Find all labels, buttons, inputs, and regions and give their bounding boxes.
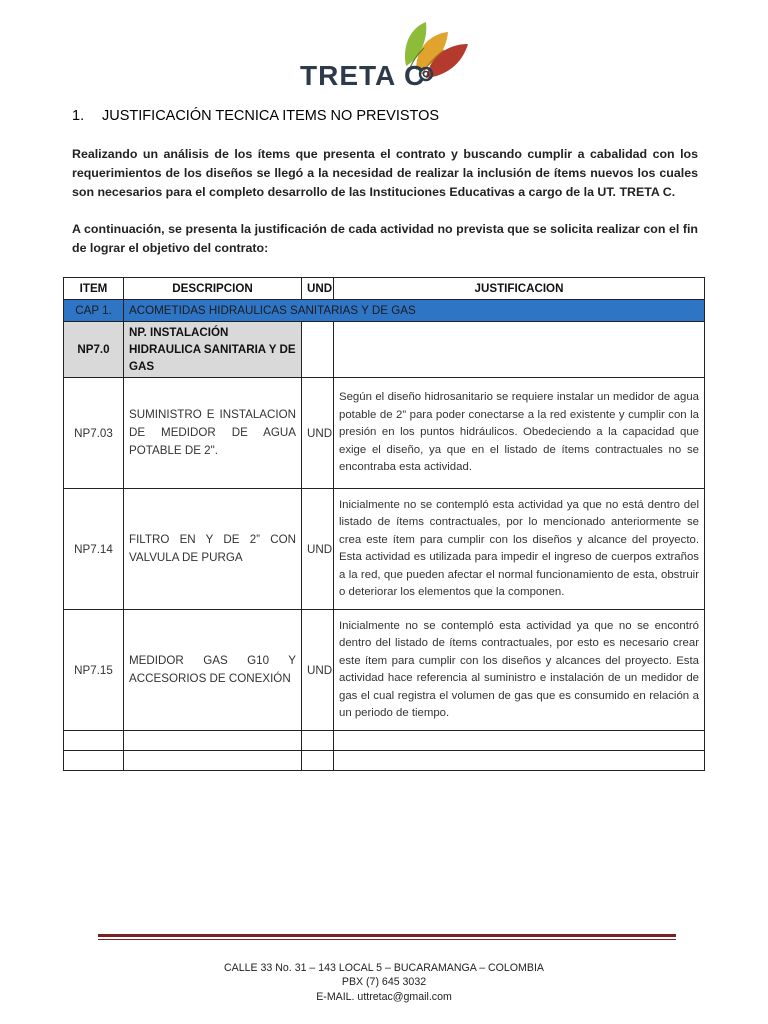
empty-cell [334,731,705,751]
justification-table [63,277,705,771]
group-row [64,322,705,378]
row-justification: Inicialmente no se contempló esta actividad ya que no se encontró dentro del listado de ítems contractuales, por esto es necesario crear este ítem para cumplir con los diseños y alcances del proyecto. Esta actividad hace referencia al suministro e instalación de un medidor de gas el cual registra el volumen de gas que es consumido en relación a un periodo de tiempo. [334,610,705,731]
empty-cell [302,751,334,771]
row-item: NP7.15 [64,610,124,731]
row-description: FILTRO EN Y DE 2” CON VALVULA DE PURGA [124,489,302,610]
empty-cell [334,751,705,771]
header-unit: UND [302,278,334,300]
empty-cell [302,731,334,751]
footer-address: CALLE 33 No. 31 – 143 LOCAL 5 – BUCARAMANGA – COLOMBIA [224,962,544,974]
header-item: ITEM [64,278,124,300]
group-unit-empty [302,322,334,378]
chapter-row [64,300,705,322]
row-unit: UND [302,610,334,731]
table-row [64,489,705,610]
row-unit: UND [302,378,334,489]
footer-email: E-MAIL. uttretac@gmail.com [316,991,452,1003]
empty-cell [124,731,302,751]
empty-cell [64,751,124,771]
section-title: JUSTIFICACIÓN TECNICA ITEMS NO PREVISTOS [102,108,440,124]
group-justification-empty [334,322,705,378]
header-justification: JUSTIFICACION [334,278,705,300]
row-item: NP7.14 [64,489,124,610]
empty-cell [64,731,124,751]
section-heading [72,108,439,124]
footer-rule-thick [98,934,676,937]
row-justification: Inicialmente no se contempló esta actividad ya que no está dentro del listado de ítems contractuales, por lo mencionado anteriormente se crea este ítem para cumplir con los diseños y alcance del proyecto. Esta actividad es utilizada para impedir el ingreso de cuerpos extraños a la red, que pueden afectar el normal funcionamiento de esta, obstruir o deteriorar los elementos que la componen. [334,489,705,610]
table-row [64,610,705,731]
footer-phone: PBX (7) 645 3032 [341,976,427,988]
section-number: 1. [72,108,85,124]
table-row [64,378,705,489]
empty-row [64,751,705,771]
table-header-row [64,278,705,300]
logo-text: TRETA C [300,60,426,91]
group-code: NP7.0 [64,322,124,378]
continuation-paragraph: A continuación, se presenta la justificación de cada actividad no prevista que se solicita realizar con el fin de lograr el objetivo del contrato: [72,222,698,255]
row-item: NP7.03 [64,378,124,489]
header-description: DESCRIPCION [124,278,302,300]
intro-paragraph: Realizando un análisis de los ítems que presenta el contrato y buscando cumplir a cabalidad con los requerimientos de los diseños se llegó a la necesidad de realizar la inclusión de ítems nuevos los cuales son necesarios para el completo desarrollo de las Instituciones Educativas a cargo de la UT. TRETA C. [72,147,698,199]
chapter-code: CAP 1. [64,300,124,322]
footer-rule-thin [98,939,676,940]
row-description: MEDIDOR GAS G10 Y ACCESORIOS DE CONEXIÓN [124,610,302,731]
company-logo [298,18,478,96]
group-title: NP. INSTALACIÓN HIDRAULICA SANITARIA Y DE GAS [124,322,302,378]
empty-cell [124,751,302,771]
row-unit: UND [302,489,334,610]
empty-row [64,731,705,751]
row-description: SUMINISTRO E INSTALACION DE MEDIDOR DE AGUA POTABLE DE 2". [124,378,302,489]
chapter-title: ACOMETIDAS HIDRAULICAS SANITARIAS Y DE GAS [124,300,705,322]
row-justification: Según el diseño hidrosanitario se requiere instalar un medidor de agua potable de 2” para poder conectarse a la red existente y cumplir con la presión en los puntos hidráulicos. Obedeciendo a la capacidad que exige el diseño, ya que en el listado de ítems contractuales no se encontraba esta actividad. [334,378,705,489]
